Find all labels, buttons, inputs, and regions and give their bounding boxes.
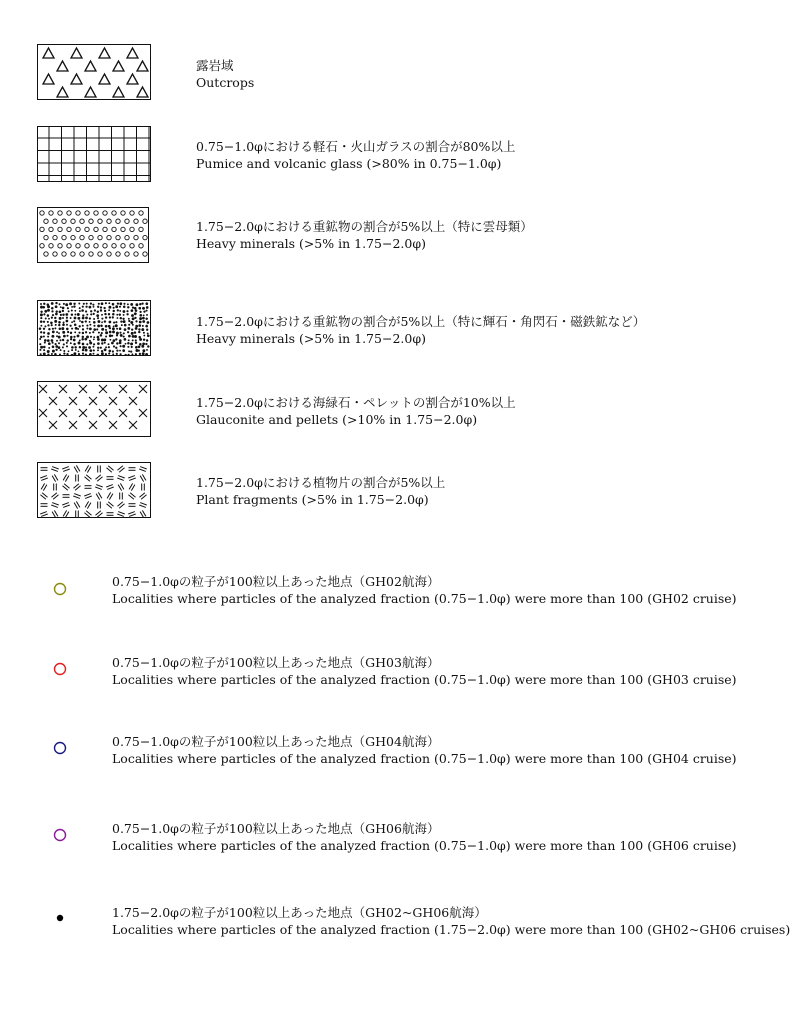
locality-label-ja: 0.75−1.0φの粒子が100粒以上あった地点（GH06航海） [112, 821, 440, 836]
locality-label-ja: 0.75−1.0φの粒子が100粒以上あった地点（GH02航海） [112, 574, 440, 589]
locality-label-ja: 0.75−1.0φの粒子が100粒以上あった地点（GH03航海） [112, 655, 440, 670]
locality-label-en: Localities where particles of the analyzed fraction (0.75−1.0φ) were more than 100 (GH03 cruise) [112, 672, 737, 687]
locality-label-ja: 0.75−1.0φの粒子が100粒以上あった地点（GH04航海） [112, 734, 440, 749]
mica-open-circles-pattern-swatch [37, 207, 149, 263]
plant-fragments-dash-pattern-swatch [37, 462, 151, 518]
legend-entry-plant-fragments [196, 474, 445, 508]
pumice-grid-pattern-swatch [37, 126, 151, 182]
legend-label-ja: 1.75−2.0φにおける海緑石・ペレットの割合が10%以上 [196, 395, 516, 410]
locality-label-ja: 1.75−2.0φの粒子が100粒以上あった地点（GH02~GH06航海） [112, 905, 487, 920]
legend-entry-pumice [196, 138, 515, 172]
heavy-minerals-dots-pattern-swatch [37, 300, 151, 356]
gh02-locality-marker [51, 580, 69, 598]
locality-entry-gh04 [112, 733, 737, 767]
gh03-locality-marker [51, 660, 69, 678]
locality-entry-gh06 [112, 820, 737, 854]
legend-label-ja: 1.75−2.0φにおける重鉱物の割合が5%以上（特に雲母類） [196, 219, 533, 234]
legend-label-en: Outcrops [196, 75, 255, 90]
legend-label-en: Plant fragments (>5% in 1.75−2.0φ) [196, 492, 429, 507]
legend-entry-heavy-minerals [196, 313, 645, 347]
legend-label-en: Pumice and volcanic glass (>80% in 0.75−1.0φ) [196, 156, 502, 171]
legend-label-ja: 1.75−2.0φにおける重鉱物の割合が5%以上（特に輝石・角閃石・磁鉄鉱など） [196, 314, 646, 329]
locality-label-en: Localities where particles of the analyzed fraction (0.75−1.0φ) were more than 100 (GH02 cruise) [112, 591, 737, 606]
locality-label-en: Localities where particles of the analyzed fraction (0.75−1.0φ) were more than 100 (GH06 cruise) [112, 838, 737, 853]
gh02-gh06-locality-dot [53, 911, 67, 925]
locality-label-en: Localities where particles of the analyzed fraction (0.75−1.0φ) were more than 100 (GH04 cruise) [112, 751, 737, 766]
legend-label-en: Glauconite and pellets (>10% in 1.75−2.0φ) [196, 412, 478, 427]
legend-label-ja: 1.75−2.0φにおける植物片の割合が5%以上 [196, 475, 446, 490]
legend-entry-glauconite [196, 394, 516, 428]
legend-label-en: Heavy minerals (>5% in 1.75−2.0φ) [196, 236, 426, 251]
gh04-locality-marker [51, 739, 69, 757]
locality-entry-gh02-gh06 [112, 904, 790, 938]
gh06-locality-marker [51, 826, 69, 844]
locality-label-en: Localities where particles of the analyzed fraction (1.75−2.0φ) were more than 100 (GH02~GH06 cruises) [112, 922, 791, 937]
outcrops-pattern-swatch [37, 44, 151, 100]
legend-entry-outcrops [196, 57, 254, 91]
legend-label-en: Heavy minerals (>5% in 1.75−2.0φ) [196, 331, 426, 346]
legend-label-ja: 露岩域 [196, 58, 234, 73]
locality-entry-gh02 [112, 573, 737, 607]
locality-entry-gh03 [112, 654, 737, 688]
legend-entry-mica [196, 218, 533, 252]
legend-label-ja: 0.75−1.0φにおける軽石・火山ガラスの割合が80%以上 [196, 139, 516, 154]
glauconite-cross-pattern-swatch [37, 381, 151, 437]
